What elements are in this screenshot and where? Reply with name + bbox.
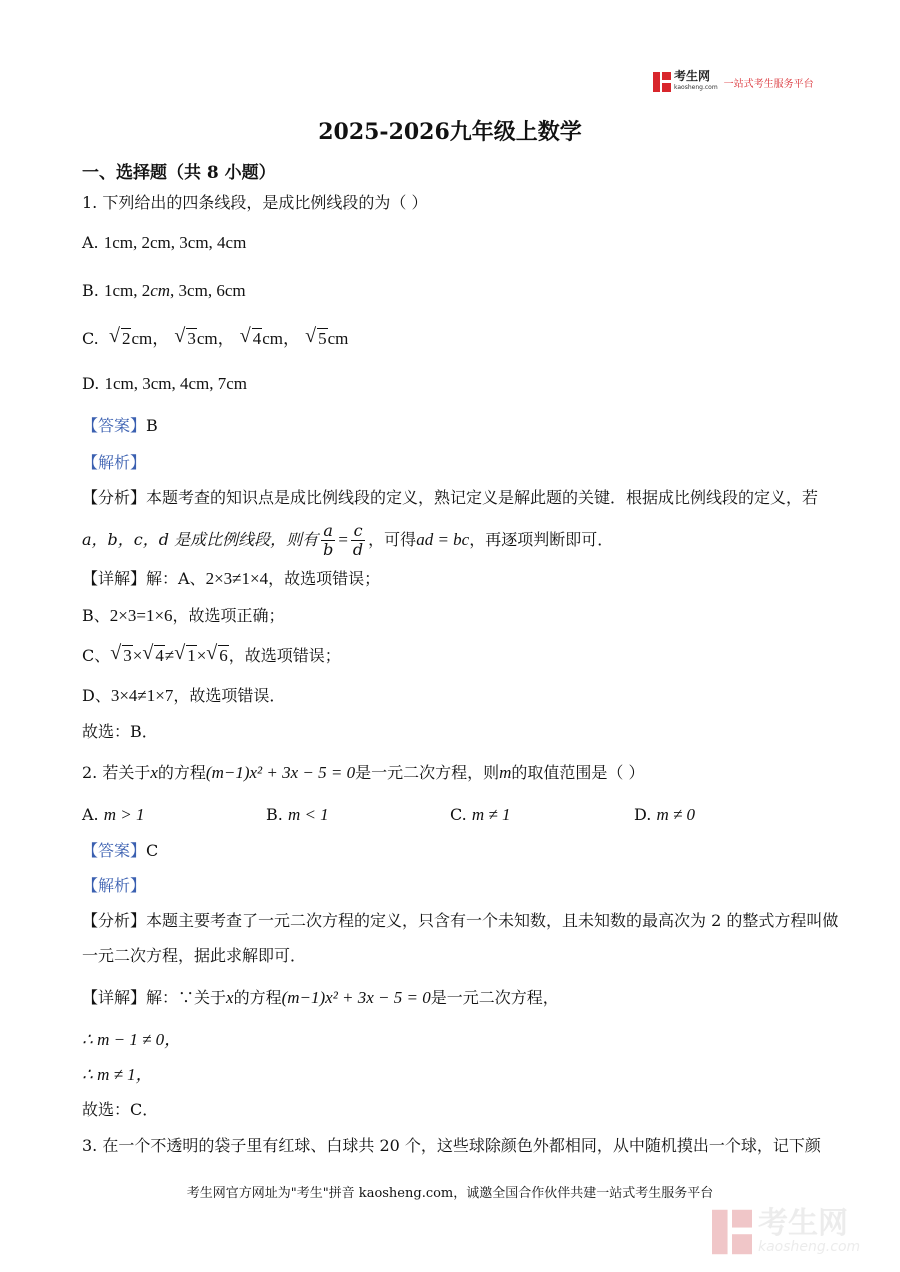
header-slogan: 一站式考生服务平台: [723, 78, 814, 90]
watermark-cn: 考生网: [758, 1206, 848, 1241]
watermark-en: kaosheng.com: [758, 1239, 861, 1255]
header-logo: [653, 70, 814, 94]
q1-fenxi-line2: a，b，c，d 是成比例线段，则有 $\frac{a}{b}$ = $\frac{c}{d}$ ，可得 ad = bc ，再逐项判断即可．: [82, 520, 614, 559]
q2-detail: 【详解】解：∵关于x的方程(m−1)x² + 3x − 5 = 0是一元二次方程，: [82, 988, 559, 1007]
logo-cn: 考生网: [674, 69, 711, 83]
q3-stem: 3. 在一个不透明的袋子里有红球、白球共 20 个，这些球除颜色外都相同，从中随机摸出一个球，记下颜: [82, 1136, 821, 1155]
watermark-logo-icon: [712, 1208, 752, 1256]
watermark: [712, 1208, 860, 1256]
q1-option-c: C. √ 2cm， √ 3cm， √ 4cm， √ 5cm: [82, 329, 348, 349]
q2-option-b: B. m < 1: [266, 805, 329, 824]
q2-option-d: D. m ≠ 0: [634, 805, 696, 824]
section-heading: 一、选择题（共 8 小题）: [82, 163, 276, 183]
q1-analysis-tag: 【解析】: [82, 453, 147, 472]
q1-detail-b: B、2×3=1×6，故选项正确；: [82, 606, 285, 625]
q1-detail-c: C、√ 3×√ 4≠√ 1×√ 6，故选项错误；: [82, 646, 341, 666]
q2-answer: 【答案】C: [82, 841, 159, 860]
logo-en: kaosheng.com: [674, 84, 718, 91]
q2-fenxi-line2: 一元二次方程，据此求解即可．: [82, 946, 307, 965]
q2-option-a: A. m > 1: [82, 805, 145, 824]
q1-detail-d: D、3×4≠1×7，故选项错误．: [82, 686, 286, 705]
page-title: 2025-2026九年级上数学: [318, 119, 582, 145]
q2-step-1: ∴ m − 1 ≠ 0，: [82, 1030, 182, 1049]
q1-detail-a: 【详解】解：A、2×3≠1×4，故选项错误；: [82, 569, 381, 588]
q1-option-a: A. 1cm, 2cm, 3cm, 4cm: [82, 233, 247, 252]
q1-option-d: D. 1cm, 3cm, 4cm, 7cm: [82, 374, 248, 393]
q1-conclusion: 故选：B．: [82, 722, 158, 741]
q2-step-2: ∴ m ≠ 1，: [82, 1065, 153, 1084]
kaosheng-logo-icon: [653, 72, 671, 92]
q2-option-c: C. m ≠ 1: [450, 805, 511, 824]
q2-analysis-tag: 【解析】: [82, 876, 147, 895]
q1-stem: 1. 下列给出的四条线段，是成比例线段的为（ ）: [82, 193, 428, 212]
q2-conclusion: 故选：C．: [82, 1100, 159, 1119]
q1-fenxi-line1: 【分析】本题考查的知识点是成比例线段的定义，熟记定义是解此题的关键．根据成比例线段的定义，若: [82, 488, 819, 507]
q2-stem: 2. 若关于x的方程(m−1)x² + 3x − 5 = 0是一元二次方程，则m的取值范围是（ ）: [82, 763, 645, 782]
q1-answer: 【答案】B: [82, 416, 158, 435]
q2-fenxi-line1: 【分析】本题主要考查了一元二次方程的定义，只含有一个未知数，且未知数的最高次为 2 的整式方程叫做: [82, 911, 839, 930]
q1-option-b: B. 1cm, 2cm, 3cm, 6cm: [82, 281, 246, 300]
page-footer: 考生网官方网址为"考生"拼音 kaosheng.com，诚邀全国合作伙伴共建一站式考生服务平台: [186, 1186, 714, 1201]
